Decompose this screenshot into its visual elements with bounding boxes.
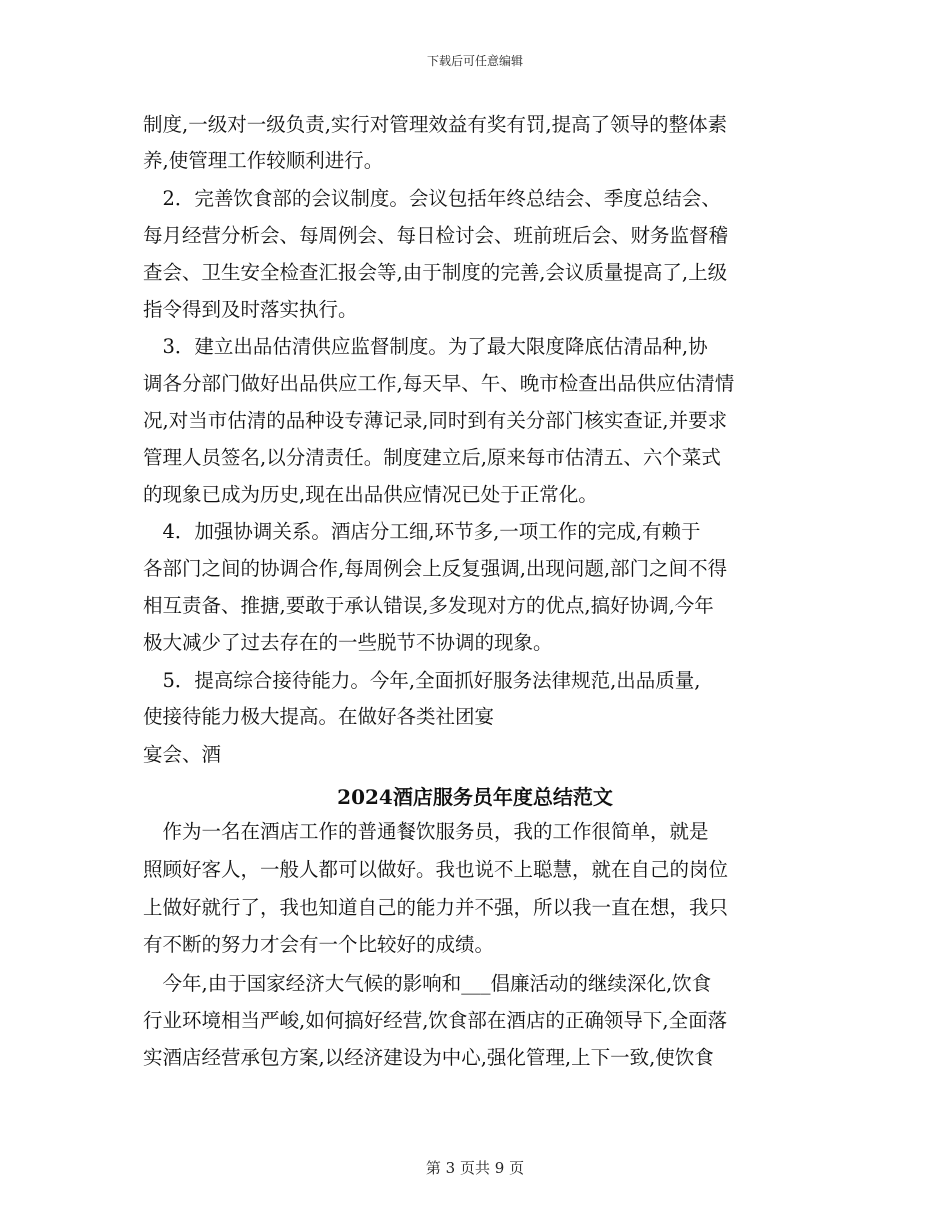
body-line: 极大减少了过去存在的一些脱节不协调的现象。 xyxy=(143,631,553,654)
body-line: 5．提高综合接待能力。今年,全面抓好服务法律规范,出品质量, xyxy=(143,669,701,692)
body-line: 3．建立出品估清供应监督制度。为了最大限度降底估清品种,协 xyxy=(143,335,708,358)
body-line: 的现象已成为历史,现在出品供应情况已处于正常化。 xyxy=(143,483,598,506)
body-line: 指令得到及时落实执行。 xyxy=(143,298,358,321)
body-line: 各部门之间的协调合作,每周例会上反复强调,出现问题,部门之间不得 xyxy=(143,557,728,580)
body-line: 实酒店经营承包方案,以经济建设为中心,强化管理,上下一致,使饮食 xyxy=(143,1046,714,1069)
body-line: 查会、卫生安全检查汇报会等,由于制度的完善,会议质量提高了,上级 xyxy=(143,261,728,284)
body-line: 养,使管理工作较顺利进行。 xyxy=(143,149,384,172)
page-header: 下载后可任意编辑 xyxy=(426,54,523,68)
section-title: 2024酒店服务员年度总结范文 xyxy=(337,785,613,809)
body-line: 有不断的努力才会有一个比较好的成绩。 xyxy=(143,933,495,956)
body-line: 调各分部门做好出品供应工作,每天早、午、晚市检查出品供应估清情 xyxy=(143,372,735,395)
body-line: 每月经营分析会、每周例会、每日检讨会、班前班后会、财务监督稽 xyxy=(143,224,729,247)
body-line: 使接待能力极大提高。在做好各类社团宴 xyxy=(143,705,495,728)
body-line: 行业环境相当严峻,如何搞好经营,饮食部在酒店的正确领导下,全面落 xyxy=(143,1009,728,1032)
body-line: 况,对当市估清的品种设专薄记录,同时到有关分部门核实查证,并要求 xyxy=(143,409,728,432)
body-line: 管理人员签名,以分清责任。制度建立后,原来每市估清五、六个菜式 xyxy=(143,446,721,469)
page-footer: 第 3 页共 9 页 xyxy=(425,1159,525,1177)
body-line: 4．加强协调关系。酒店分工细,环节多,一项工作的完成,有赖于 xyxy=(143,520,701,543)
body-line: 2．完善饮食部的会议制度。会议包括年终总结会、季度总结会、 xyxy=(143,187,721,210)
body-line: 相互责备、推搪,要敢于承认错误,多发现对方的优点,搞好协调,今年 xyxy=(143,594,714,617)
body-line: 宴会、酒 xyxy=(143,743,222,766)
body-line: 照顾好客人，一般人都可以做好。我也说不上聪慧，就在自己的岗位 xyxy=(143,858,729,881)
body-line: 作为一名在酒店工作的普通餐饮服务员，我的工作很简单，就是 xyxy=(143,820,709,843)
body-line: 制度,一级对一级负责,实行对管理效益有奖有罚,提高了领导的整体素 xyxy=(143,113,728,136)
body-line: 上做好就行了，我也知道自己的能力并不强，所以我一直在想，我只 xyxy=(143,896,729,919)
body-line: 今年,由于国家经济大气候的影响和___倡廉活动的继续深化,饮食 xyxy=(143,972,712,995)
